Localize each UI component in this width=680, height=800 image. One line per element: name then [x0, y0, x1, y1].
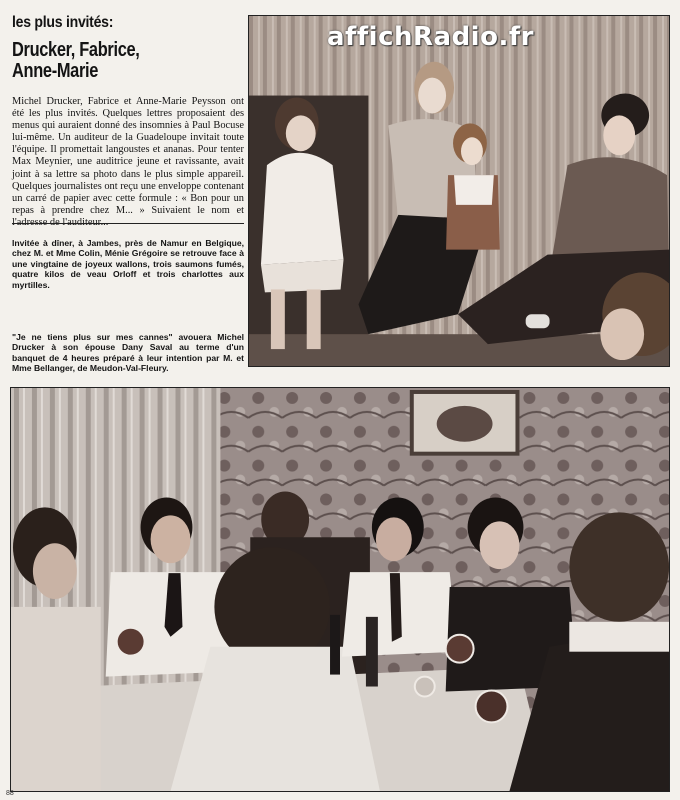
headline-line-2: Anne-Marie: [12, 60, 99, 82]
photo-living-room-guests: [248, 15, 670, 367]
article-headline: [12, 40, 209, 82]
photo-dinner-table: [10, 387, 670, 792]
headline-line-1: Drucker, Fabrice,: [12, 39, 140, 61]
photo-caption-michel-drucker: "Je ne tiens plus sur mes cannes" avouera Michel Drucker à son épouse Dany Saval au terme d'un banquet de 4 heures préparé à leur intention par M. et Mme Bellanger, de Meudon-Val-Fleury.: [12, 332, 244, 374]
photo-dinner-image: [11, 388, 669, 791]
page-number: 88: [6, 790, 14, 797]
photo-caption-menie-gregoire: Invitée à dîner, à Jambes, près de Namur en Belgique, chez M. et Mme Colin, Ménie Grégoire se retrouve face à une vingtaine de joyeux wallons, trois saumons fumés, quatre kilos de veau Orloff et trois charlottes aux myrtilles.: [12, 238, 244, 290]
photo-living-room-image: [249, 16, 669, 366]
section-kicker: les plus invités:: [12, 14, 114, 31]
column-divider: [12, 223, 244, 224]
article-body: Michel Drucker, Fabrice et Anne-Marie Peysson ont été les plus invités. Quelques lettres proposaient des menus qui auraient donné des insomnies à Paul Bocuse lui-même. Un auditeur de la Guadeloupe invitait toute l'équipe. Il promettait langoustes et ananas. Pour tenter Max Meynier, une auditrice jeune et ravissante, avait joint à sa lettre sa photo dans le plus simple appareil. Quelques journalistes ont reçu une enveloppe contenant un carré de papier avec cette formule : « Bon pour un repas à prendre chez M... » Suivaient le nom et l'adresse de l'auditeur...: [12, 96, 244, 228]
watermark-logo: affichRadio.fr: [327, 22, 534, 52]
